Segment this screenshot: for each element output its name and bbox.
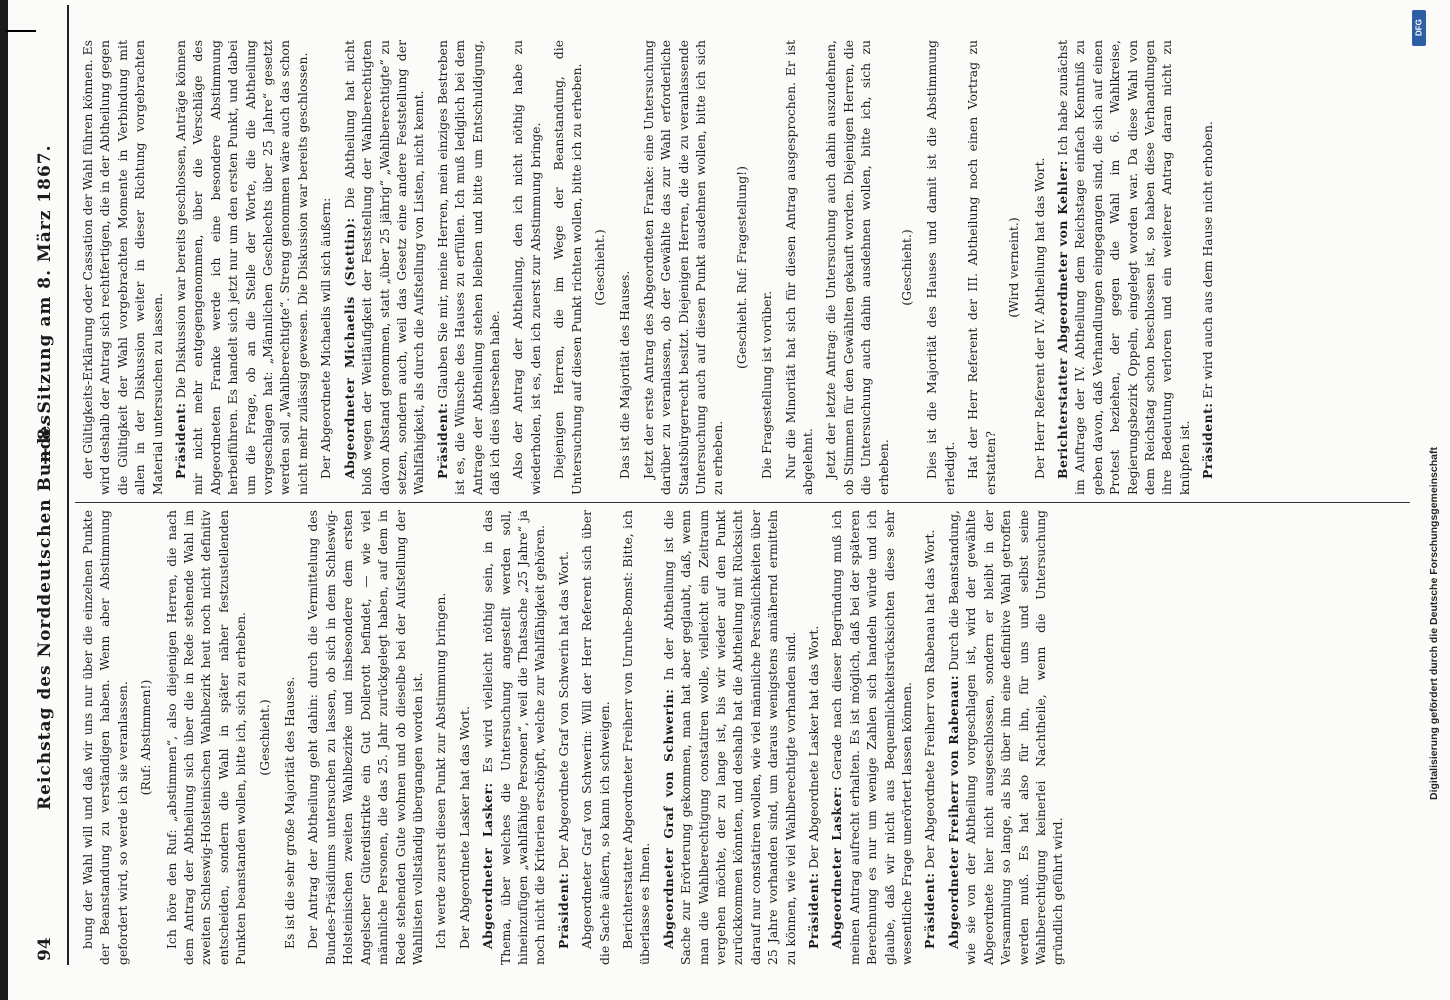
paragraph xyxy=(163,510,250,965)
paragraph-text: Nur die Minorität hat sich für diesen Antrag ausgesprochen. Er ist abgelehnt. xyxy=(782,40,816,495)
text-column-right xyxy=(79,40,1410,495)
paragraph-text: Dies ist die Majorität des Hauses und damit ist die Abstimmung erledigt. xyxy=(924,40,957,495)
speaker-name: Präsident: xyxy=(434,402,450,479)
speaker-name: Abgeordneter Michaelis (Stettin): xyxy=(341,217,357,479)
paragraph-text: Gerade nach dieser Begründung muß ich meinen Antrag aufrecht erhalten. Es ist möglich, daß bei der späteren Berechnung es nur um wenige Zahlen sich handeln würde und ich glaube, daß wir nicht aus Bequemlichkeitsrücksichten diese sehr wesentliche Frage unerörtert lassen können. xyxy=(829,510,915,965)
speaker-name: Präsident: xyxy=(806,872,822,949)
paragraph xyxy=(1054,40,1193,495)
page-number: 94 xyxy=(35,937,55,961)
paragraph-text: Durch die Beanstandung, wie sie von der Abtheilung vorgeschlagen ist, wird der gewählte Abgeordnete hier nicht ausgeschlossen, sondern er bleibt in der Versammlung so lange, als bis über ihn eine definitive Wahl getroffen werden muß. Es hat also für ihn, für uns und selbst seine Wahlberechtigung keinerlei Nachtheile, wenn die Untersuchung gründlich geführt wird. xyxy=(945,510,1066,965)
paragraph-text: Ich habe zunächst im Auftrage der IV. Abtheilung dem Reichstage einfach Kenntniß zu geben davon, daß Verhandlungen eingegangen sind, die sich auf einen Protest beziehen, der gegen die Wahl im 6. Wahlkreise, Regierungsbezirk Oppeln, eingelegt worden war. Da diese Wahl von dem Reichstag schon beschlossen ist, so haben diese Verhandlungen ihre Bedeutung verloren und ein weiterer Antrag daran nicht zu knüpfen ist. xyxy=(1054,40,1192,495)
header-title-left: Reichstag des Norddeutschen Bundes. xyxy=(35,407,55,810)
stage-direction: (Wird verneint.) xyxy=(1006,217,1022,318)
paragraph xyxy=(479,510,549,965)
paragraph xyxy=(304,510,426,965)
stage-direction: (Geschieht. Ruf: Fragestellung!) xyxy=(733,166,749,369)
paragraph xyxy=(805,510,822,965)
paragraph xyxy=(172,40,311,495)
paragraph xyxy=(640,40,727,495)
paragraph xyxy=(782,40,817,495)
paragraph xyxy=(921,510,938,965)
paragraph-text: Ich höre den Ruf: „abstimmen“, also diejenigen Herren, die nach dem Antrag der Abtheilung sich über die in Rede stehende Wahl im zweiten Schleswig-Holsteinischen Wahlbezirk heut noch nicht definitiv entscheiden, sondern die Wahl in später näher festzustellenden Punkten beanstanden wollen, bitte ich, sich zu erheben. xyxy=(163,510,249,965)
paragraph xyxy=(550,40,585,495)
stage-direction: (Geschieht.) xyxy=(591,229,607,306)
speaker-name: Präsident: xyxy=(1200,402,1216,479)
running-head xyxy=(35,5,65,965)
stage-direction: (Geschieht.) xyxy=(899,229,915,306)
paragraph-text: Der Abgeordnete Graf von Schwerin hat das Wort. xyxy=(555,551,571,869)
paragraph xyxy=(1031,40,1048,495)
stage-direction: (Geschieht.) xyxy=(256,699,272,776)
paragraph-text: der Gültigkeits-Erklärung oder Cassation der Wahl führen können. Es wird deshalb der Antrag sich rechtfertigen, die in der Abtheilung gegen die Gültigkeit der Wahl vorgebrachten Momente in Verbindung mit allen in der Diskussion weiter in dieser Richtung vorgebrachten Material untersuchen zu lassen. xyxy=(80,40,165,495)
paragraph xyxy=(341,40,428,495)
paragraph-text: Der Abgeordnete Lasker hat das Wort. xyxy=(456,706,472,949)
speaker-name: Berichterstatter Abgeordneter von Kehler: xyxy=(1054,160,1070,479)
paragraph-text: Der Abgeordnete Michaelis will sich äußern: xyxy=(318,197,334,479)
paragraph-text: Abgeordneter Graf von Schwerin: Will der Herr Referent sich über die Sache äußern, so kann ich schweigen. xyxy=(579,510,612,965)
paragraph-text: Berichterstatter Abgeordneter Freiherr von Unruhe-Bomst: Bitte, ich überlasse es Ihnen. xyxy=(619,510,653,965)
speaker-name: Abgeordneter Graf von Schwerin: xyxy=(660,688,676,949)
digitization-note: Digitalisierung gefördert durch die Deutsche Forschungsgemeinschaft xyxy=(1428,447,1440,800)
paragraph xyxy=(281,510,298,965)
paragraph xyxy=(828,510,915,965)
paragraph xyxy=(660,510,799,965)
speaker-name: Präsident: xyxy=(922,872,938,949)
paragraph xyxy=(945,510,1067,965)
paragraph-text: Der Abgeordnete Freiherr von Rabenau hat das Wort. xyxy=(922,529,938,869)
stage-direction: (Ruf: Abstimmen!) xyxy=(138,679,154,796)
speaker-name: Abgeordneter Freiherr von Rabenau: xyxy=(945,674,961,949)
paragraph-text: Die Diskussion war bereits geschlossen, Anträge können mir nicht mehr entgegengenommen, über die Verschläge des Abgeordneten Franke werde ich eine besondere Abstimmung herbeiführen. Es handelt sich jetzt nur um den ersten Punkt, und dabei um die Frage, ob an die Stelle der Worte, die die Abtheilung vorgeschlagen hat: „Männlichen Geschlechts über 25 Jahre“ gesetzt werden soll „Wahlberechtigte“. Streng genommen wäre auch das schon nicht mehr zulässig gewesen. Die Diskussion war bereits geschlossen. xyxy=(173,40,310,495)
paragraph-text: Er wird auch aus dem Hause nicht erhoben. xyxy=(1200,121,1216,399)
digitization-band xyxy=(1410,0,1440,1000)
paragraph-text: bung der Wahl will und daß wir uns nur über die einzelnen Punkte der Beanstandung zu verständigen haben. Wenn aber Abstimmung gefordert wird, so werde ich sie veranlassen. xyxy=(80,510,130,965)
paragraph-text: Die Abtheilung hat nicht bloß wegen der Weitläufigkeit der Feststellung der Wahlberechtigten davon Abstand genommen, statt „über 25 jährig“ „Wahlberechtigte“ zu setzen, sondern auch, weil das Gesetz eine andere Feststellung der Wahlfähigkeit, als durch die Aufstellung von Listen, nicht kennt. xyxy=(341,40,427,495)
paragraph xyxy=(616,40,633,495)
paragraph xyxy=(758,40,775,495)
text-column-left xyxy=(79,510,1410,965)
paragraph xyxy=(1199,40,1216,495)
column-divider xyxy=(75,502,1410,503)
paragraph-text: Hat der Herr Referent der III. Abtheilung noch einen Vortrag zu erstatten? xyxy=(965,40,998,495)
paragraph-text: Der Abgeordnete Lasker hat das Wort. xyxy=(806,625,822,869)
paragraph xyxy=(79,510,131,965)
paragraph xyxy=(555,510,572,965)
scan-edge xyxy=(0,0,8,1000)
header-rule xyxy=(67,5,69,965)
paragraph-text: Es wird vielleicht nöthig sein, in das Thema, über welches die Untersuchung angestellt werden soll, hineinzufügen „wahlfähige Personen“, weil die Thatsache „25 Jahre“ ja noch nicht die Kriterien erschöpft, welche zur Wahlfähigkeit gehören. xyxy=(480,510,548,965)
speaker-name: Abgeordneter Lasker: xyxy=(829,786,845,949)
paragraph xyxy=(317,40,334,495)
paragraph-text: Der Antrag der Abtheilung geht dahin: durch die Vermittelung des Bundes-Präsidiums untersuchen zu lassen, ob sich in dem Schleswig-Holsteinischen zweiten Wahlbezirke und insbesondere dem ersten Angelscher Güterdistrikte ein Gut Dollerott befindet, — wie viel männliche Personen, die das 25. Jahr zurückgelegt haben, auf dem in Rede stehenden Gute wohnen und ob dieselbe bei der Aufstellung der Wahllisten vollständig übergangen worden ist. xyxy=(305,510,425,965)
paragraph-text: Das ist die Majorität des Hauses. xyxy=(617,270,633,479)
paragraph xyxy=(822,40,892,495)
paragraph xyxy=(923,40,958,495)
speaker-name: Präsident: xyxy=(555,872,571,949)
paragraph-text: Glauben Sie mir, meine Herren, mein einziges Bestreben ist es, die Wünsche des Hauses zu erfüllen. Ich muß lediglich bei dem Antrage der Abtheilung stehen bleiben und bitte um Entschuldigung, daß ich dies übersehen habe. xyxy=(434,40,502,495)
paragraph-text: Diejenigen Herren, die im Wege der Beanstandung, die Untersuchung auf diesen Punkt richten wollen, bitte ich zu erheben. xyxy=(551,40,584,495)
paragraph xyxy=(456,510,473,965)
paragraph-text: Also der Antrag der Abtheilung, den ich nicht nöthig habe zu wiederholen, ist es, den ich zuerst zur Abstimmung bringe. xyxy=(510,40,543,495)
paragraph-text: Es ist die sehr große Majorität des Hauses. xyxy=(282,676,298,949)
dfg-logo: DFG xyxy=(1412,10,1426,46)
paragraph-text: In der Abtheilung ist die Sache zur Erörterung gekommen, man hat aber geglaubt, daß, wenn man die Wahlberechtigung constatiren wolle, vielleicht ein Zeitraum vergehen möchte, der zu lange ist, bis wir wieder auf den Punkt zurückkommen könnten, und deshalb hat die Abtheilung mit Rücksicht darauf nur constatiren wollen, wie viel männliche Persönlichkeiten über 25 Jahre vorhanden sind, um daraus wenigstens annähernd ermitteln zu können, wie viel Wahlberechtigte vorhanden sind. xyxy=(660,510,798,965)
paragraph xyxy=(509,40,544,495)
speaker-name: Präsident: xyxy=(173,402,189,479)
paragraph xyxy=(578,510,613,965)
paragraph-text: Jetzt der letzte Antrag: die Untersuchung auch dahin auszudehnen, ob Stimmen für den Gewählten gekauft worden. Diejenigen Herren, die die Untersuchung auch dahin ausdehnen wollen, bitte ich, sich zu erheben. xyxy=(823,40,891,495)
paragraph-text: Ich werde zuerst diesen Punkt zur Abstimmung bringen. xyxy=(433,592,449,949)
paragraph xyxy=(432,510,449,965)
speaker-name: Abgeordneter Lasker: xyxy=(480,782,496,949)
paragraph xyxy=(964,40,999,495)
paragraph-text: Der Herr Referent der IV. Abtheilung hat das Wort. xyxy=(1031,157,1047,479)
document-page xyxy=(35,5,1420,965)
paragraph xyxy=(619,510,654,965)
paragraph xyxy=(434,40,504,495)
paragraph xyxy=(79,40,166,495)
scan-mark xyxy=(6,30,36,32)
paragraph-text: Die Fragestellung ist vorüber. xyxy=(759,290,775,479)
header-title-right: — 8. Sitzung am 8. März 1867. xyxy=(35,144,55,465)
paragraph-text: Jetzt der erste Antrag des Abgeordneten Franke: eine Untersuchung darüber zu veranlassen, ob der Gewählte das zur Wahl erforderliche Staatsbürgerrecht besitzt. Diejenigen Herren, die die zu veranlassende Untersuchung auch auf diesen Punkt ausdehnen wollen, bitte ich sich zu erheben. xyxy=(640,40,726,495)
